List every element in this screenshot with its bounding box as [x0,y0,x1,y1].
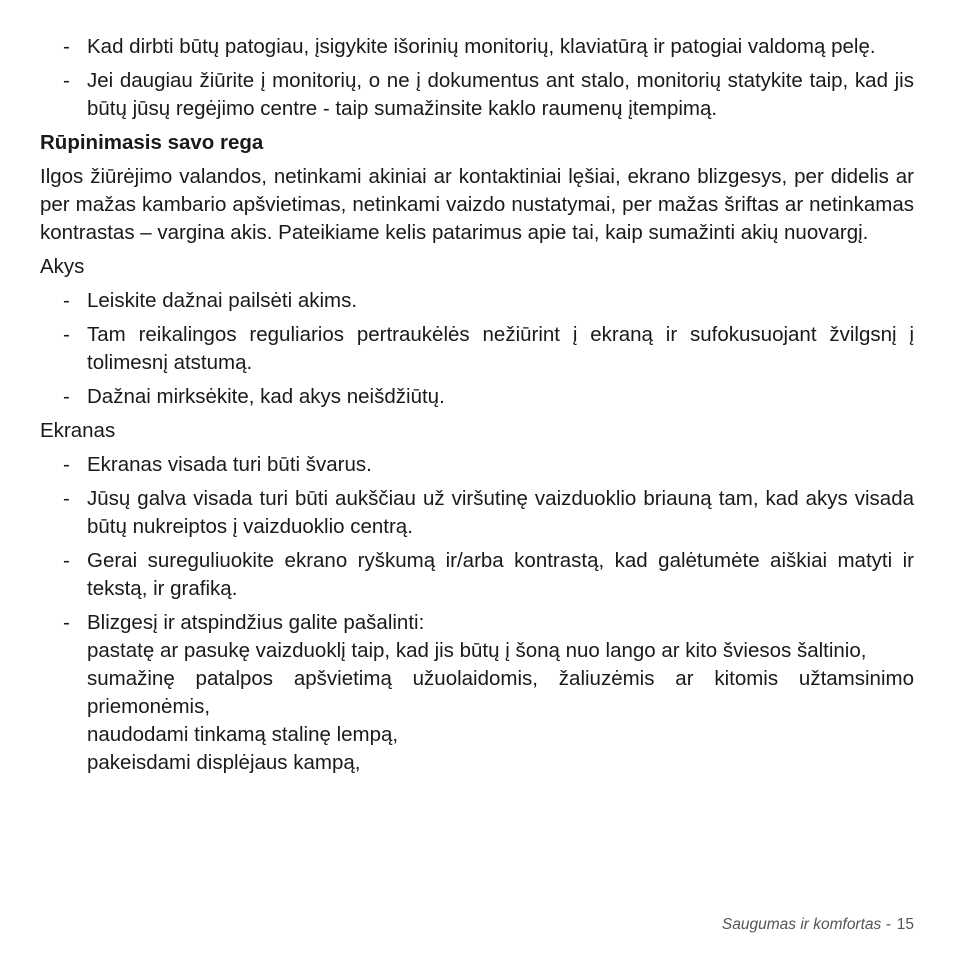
section-paragraph: Ilgos žiūrėjimo valandos, netinkami akiniai ar kontaktiniai lęšiai, ekrano blizgesys, per didelis ar per mažas kambario apšvietimas, netinkami vaizdo nustatymai, per mažas šriftas ar netinkamas kontrastas – vargina akis. Pateikiame kelis patarimus apie tai, kaip sumažinti akių nuovargį. [40,165,914,244]
list-item [40,485,914,541]
glare-intro-text: Blizgesį ir atspindžius galite pašalinti: [87,611,425,634]
eyes-bullet-list [40,287,914,411]
footer-section-title: Saugumas ir komfortas - [721,916,891,933]
section-heading: Rūpinimasis savo rega [40,131,264,154]
screen-label: Ekranas [40,419,116,442]
bullet-dash: - [63,323,70,346]
list-item [40,321,914,377]
list-item [40,67,914,123]
list-item [40,609,914,777]
eyes-label: Akys [40,255,85,278]
bullet-text: Kad dirbti būtų patogiau, įsigykite išorinių monitorių, klaviatūrą ir patogiai valdomą pelę. [87,35,876,58]
bullet-text: Ekranas visada turi būti švarus. [87,453,372,476]
list-item [40,287,914,315]
document-page [40,33,914,783]
bullet-dash: - [63,385,70,408]
bullet-dash: - [63,69,70,92]
bullet-text: Jei daugiau žiūrite į monitorių, o ne į dokumentus ant stalo, monitorių statykite taip, kad jis būtų jūsų regėjimo centre - taip sumažinsite kaklo raumenų įtempimą. [87,69,914,120]
list-item [40,33,914,61]
intro-bullet-list [40,33,914,123]
bullet-dash: - [63,35,70,58]
list-item [40,547,914,603]
bullet-dash: - [63,549,70,572]
bullet-dash: - [63,611,70,634]
screen-bullet-list [40,451,914,777]
page-footer [722,916,914,934]
glare-item: pakeisdami displėjaus kampą, [87,751,361,774]
glare-item: sumažinę patalpos apšvietimą užuolaidomis, žaliuzėmis ar kitomis užtamsinimo priemonėmis, [87,667,914,718]
glare-item: pastatę ar pasukę vaizduoklį taip, kad jis būtų į šoną nuo lango ar kito šviesos šaltinio, [87,639,867,662]
bullet-text: Dažnai mirksėkite, kad akys neišdžiūtų. [87,385,445,408]
bullet-text: Gerai sureguliuokite ekrano ryškumą ir/arba kontrastą, kad galėtumėte aiškiai matyti ir tekstą, ir grafiką. [87,549,914,600]
bullet-text: Jūsų galva visada turi būti aukščiau už viršutinę vaizduoklio briauną tam, kad akys visada būtų nukreiptos į vaizduoklio centrą. [87,487,914,538]
bullet-text: Tam reikalingos reguliarios pertraukėlės nežiūrint į ekraną ir sufokusuojant žvilgsnį į tolimesnį atstumą. [87,323,914,374]
page-number: 15 [896,916,914,933]
list-item [40,383,914,411]
bullet-text: Leiskite dažnai pailsėti akims. [87,289,358,312]
list-item [40,451,914,479]
glare-item: naudodami tinkamą stalinę lempą, [87,723,399,746]
bullet-dash: - [63,289,70,312]
bullet-dash: - [63,453,70,476]
bullet-dash: - [63,487,70,510]
